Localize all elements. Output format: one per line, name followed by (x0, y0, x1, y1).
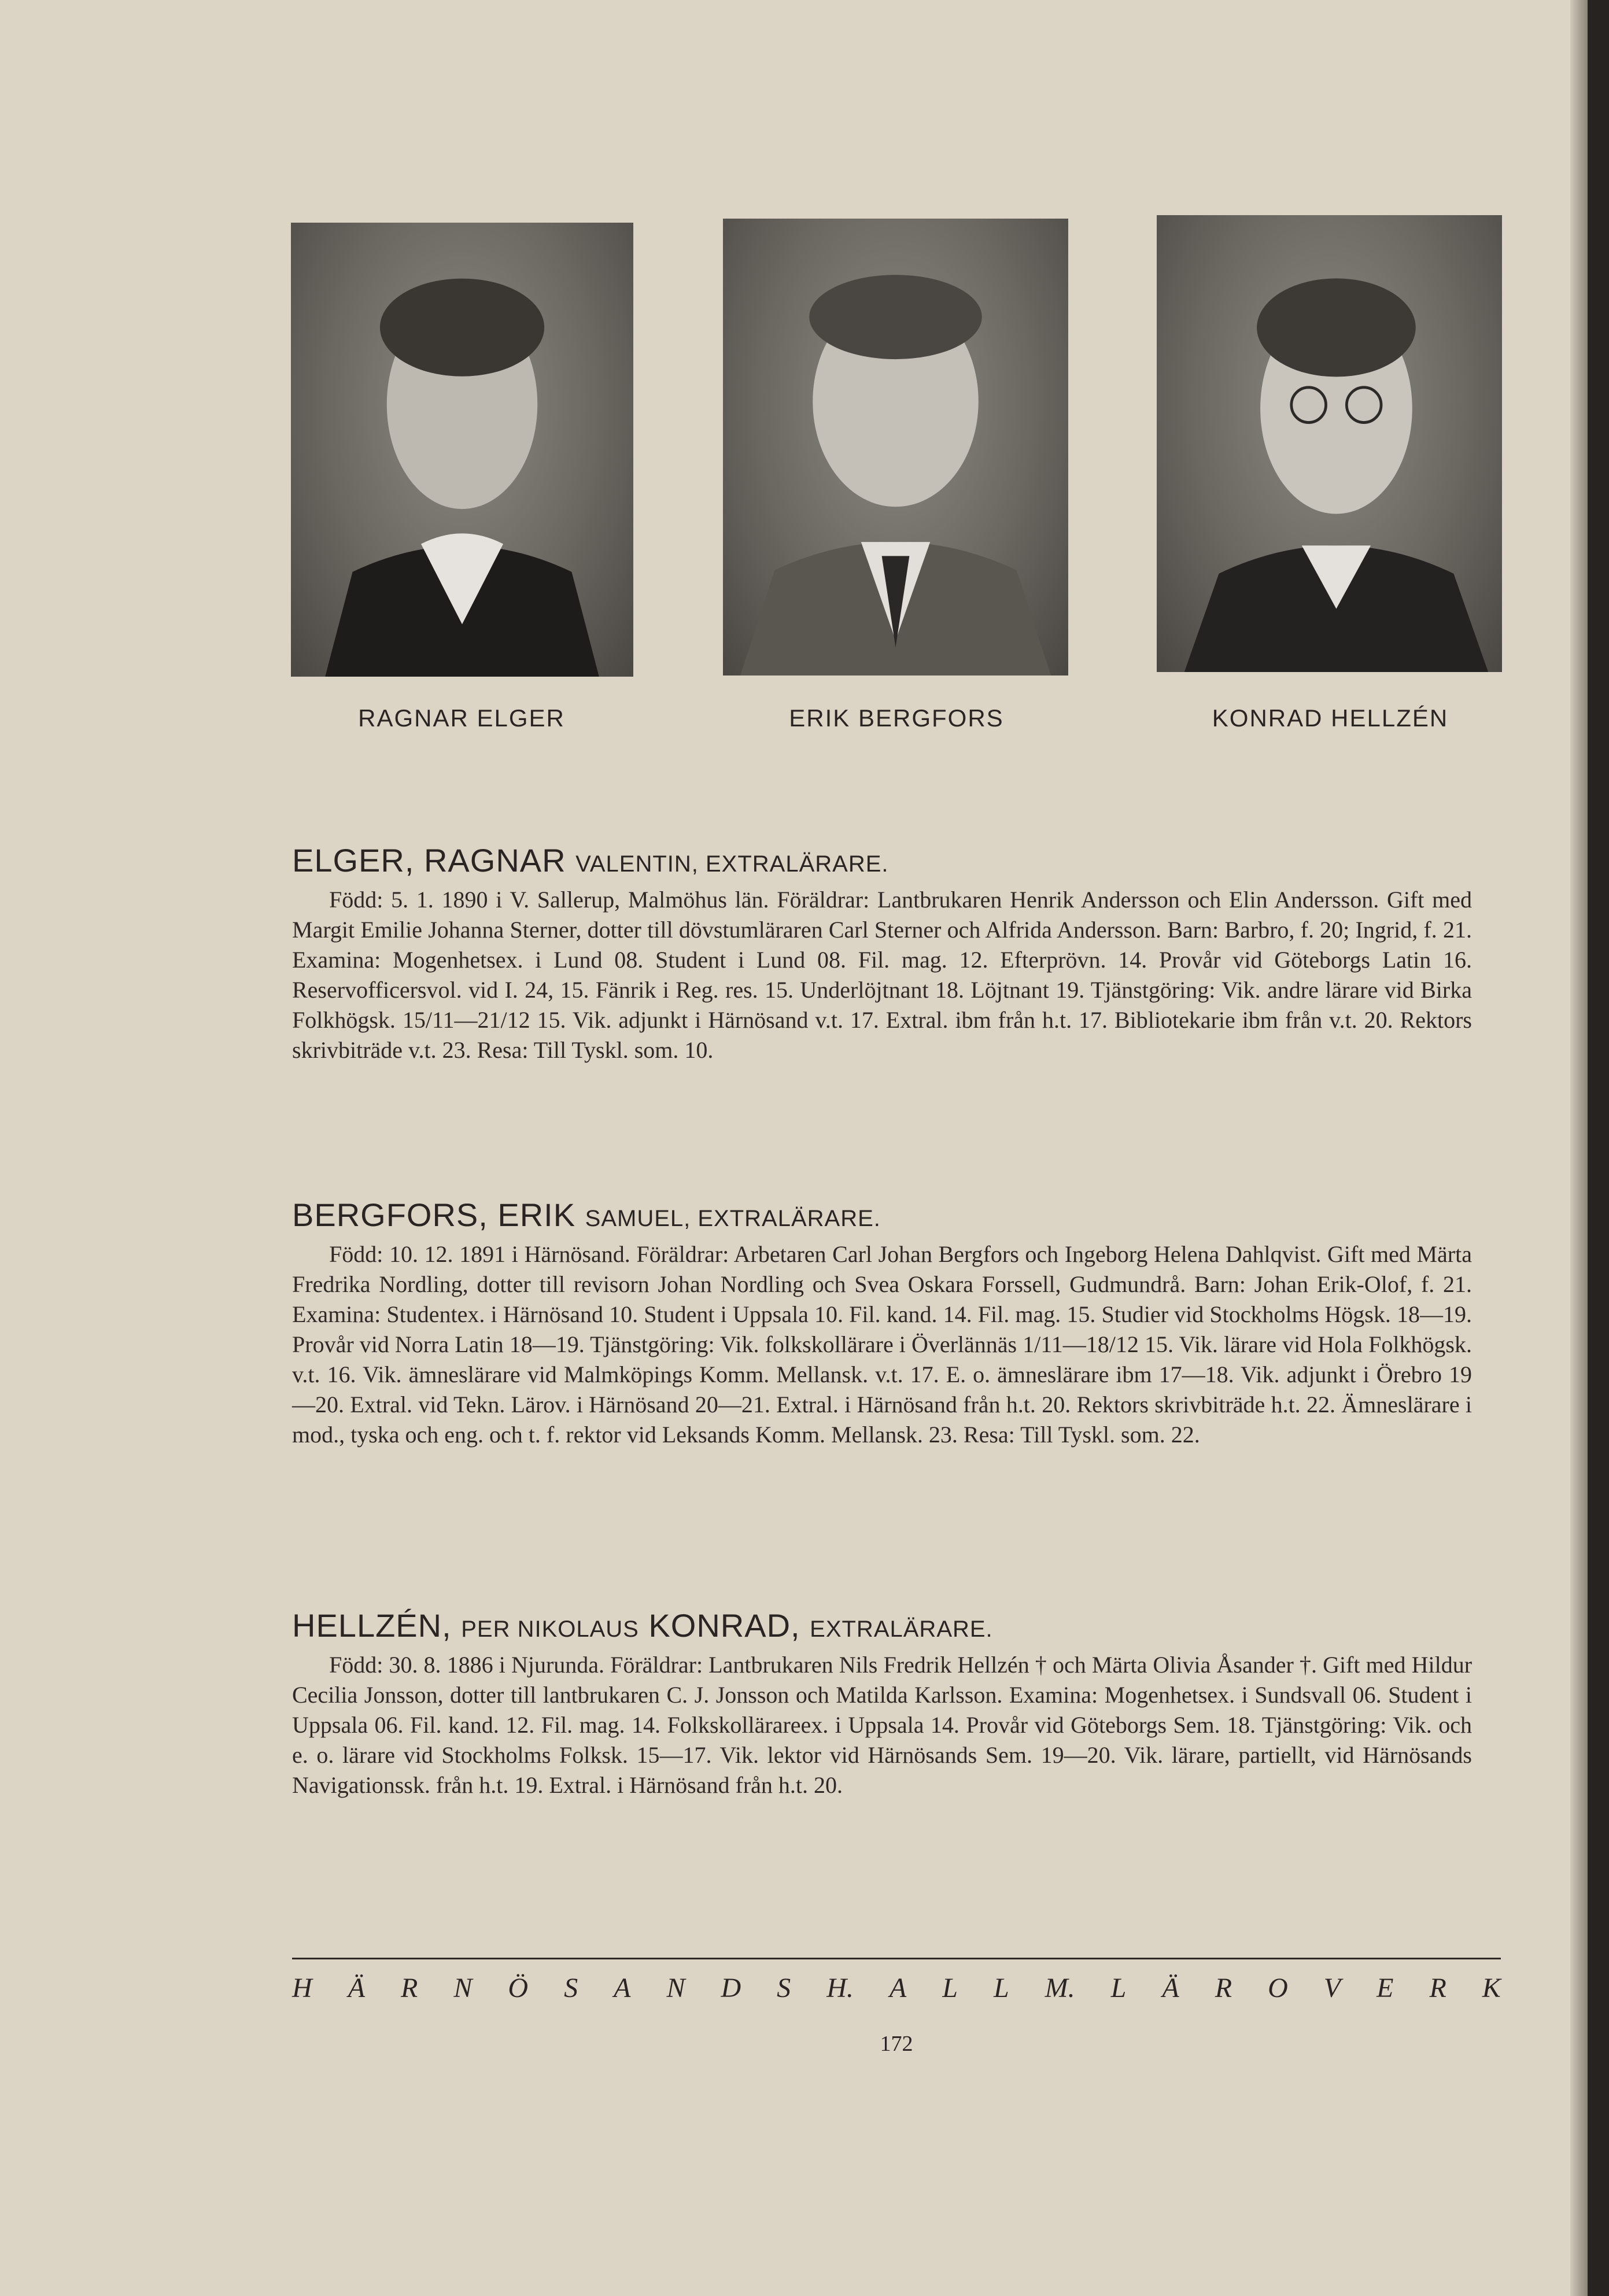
entry-line: Tjänstgöring: Vik. och e. o. lärare vid Stockholms Folksk. 15—17. Vik. lektor vid Härnösands Sem. 19—20. Vik. lärare, partiellt, vid Härnösands Navigationssk. från h.t. 19. Extral. i Härnösand från h.t. 20. (292, 1712, 1473, 1798)
entry-text (292, 885, 1472, 1065)
entry-line: Efterprövn. 14. Provår vid Göteborgs Latin 16. Reservofficersvol. vid I. 24, 15. Fänrik i Reg. res. 15. Underlöjtnant 18. Löjtnant 19. (292, 947, 1472, 1003)
footer-letter: Ä (348, 1973, 366, 2003)
entry-name-middle: PER NIKOLAUS (461, 1616, 639, 1642)
page-number: 172 (880, 2032, 913, 2056)
portrait-caption-bergfors: ERIK BERGFORS (789, 704, 1004, 732)
footer-letter: R (1429, 1973, 1446, 2003)
footer-letter: R (401, 1973, 418, 2003)
footer-letter: A (614, 1973, 631, 2003)
portrait-caption-elger: RAGNAR ELGER (358, 704, 565, 732)
footer-letter: H (292, 1973, 312, 2003)
footer-letter: N (453, 1973, 473, 2003)
biography-entry-elger (292, 841, 1472, 1065)
entry-name-rest: SAMUEL, EXTRALÄRARE. (585, 1206, 881, 1231)
footer-letter: A (889, 1973, 907, 2003)
portrait-photo-elger (291, 223, 633, 677)
footer-letter: L (942, 1973, 958, 2003)
entry-line: Resa: Till Tyskl. som. 22. (963, 1422, 1200, 1448)
entry-line: Född: 5. 1. 1890 i V. Sallerup, Malmöhus län. Föräldrar: Lantbrukaren Henrik Andersson och Elin Andersson. (329, 887, 1379, 913)
entry-line: Tjänstgöring: Vik. andre lärare vid Birka Folkhögsk. 15/11—21/12 15. Vik. adjunkt i Härnösand v.t. 17. Extral. ibm från h.t. 17. Bibliotekarie ibm från v.t. 20. Rektors skrivbiträde v.t. 23. (292, 977, 1472, 1063)
entry-name: ELGER, RAGNAR (292, 842, 566, 878)
entry-name-given: KONRAD, (648, 1607, 800, 1644)
footer-letter: E (1376, 1973, 1394, 2003)
entry-name: HELLZÉN, (292, 1607, 452, 1644)
footer-letter: O (1268, 1973, 1288, 2003)
footer-rule (292, 1958, 1501, 1959)
running-footer (292, 1972, 1501, 2004)
footer-letter: Ö (508, 1973, 529, 2003)
biography-entry-bergfors (292, 1196, 1472, 1450)
entry-line: Gift med Hildur Cecilia Jonsson, dotter till lantbrukaren C. J. Jonsson och Matilda Karlsson. (292, 1652, 1473, 1708)
footer-letter: R (1215, 1973, 1232, 2003)
footer-letter: M. (1045, 1973, 1075, 2003)
biography-entry-hellzen (292, 1607, 1472, 1800)
entry-name-rest: EXTRALÄRARE. (810, 1616, 993, 1642)
footer-letter: D (721, 1973, 741, 2003)
footer-letter: Ä (1162, 1973, 1179, 2003)
entry-line: Gift med Margit Emilie Johanna Sterner, dotter till dövstumläraren Carl Sterner och Alfrida Andersson. (292, 887, 1473, 943)
entry-line: Resa: Till Tyskl. som. 10. (477, 1037, 714, 1063)
entry-text (292, 1239, 1472, 1450)
entry-name: BERGFORS, ERIK (292, 1197, 576, 1233)
entry-line: Barn: Barbro, f. 20; Ingrid, f. 21. Examina: Mogenhetsex. i Lund 08. Student i Lund 08. Fil. mag. 12. (292, 917, 1472, 973)
entry-line: Född: 10. 12. 1891 i Härnösand. Föräldrar: Arbetaren Carl Johan Bergfors och Ingeborg Helena Dahlqvist. (329, 1241, 1322, 1267)
footer-letter: S (564, 1973, 578, 2003)
entry-heading (292, 1607, 1472, 1644)
entry-line: Gift med Märta Fredrika Nordling, dotter till revisorn Johan Nordling och Svea Oskara Forssell, Gudmundrå. (292, 1241, 1472, 1297)
portrait-photo-bergfors (723, 219, 1068, 675)
entry-heading (292, 1196, 1472, 1234)
footer-letter: S (777, 1973, 791, 2003)
entry-line: Född: 30. 8. 1886 i Njurunda. Föräldrar: Lantbrukaren Nils Fredrik Hellzén † och Märta Olivia Åsander †. (329, 1652, 1317, 1678)
footer-letter: H. (826, 1973, 854, 2003)
footer-letter: L (1110, 1973, 1127, 2003)
portrait-photo-hellzen (1157, 215, 1502, 672)
entry-text (292, 1650, 1472, 1800)
entry-line: Barn: Johan Erik-Olof, f. 21. Examina: Studentex. i Härnösand 10. Student i Uppsala 10. Fil. kand. 14. Fil. mag. 15. Studier vid Stockholms Högsk. 18—19. Provår vid Norra Latin 18—19. (292, 1271, 1473, 1357)
entry-line: Tjänstgöring: Vik. folkskollärare i Överlännäs 1/11—18/12 15. Vik. lärare vid Hola Folkhögsk. v.t. 16. Vik. ämneslärare vid Malmköpings Komm. Mellansk. v.t. 17. E. o. ämneslärare ibm 17—18. Vik. adjunkt i Örebro 19—20. Extral. vid Tekn. Lärov. i Härnösand 20—21. Extral. i Härnösand från h.t. 20. Rektors skrivbiträde h.t. 22. Ämneslärare i mod., tyska och eng. och t. f. rektor vid Leksands Komm. Mellansk. 23. (292, 1331, 1473, 1448)
entry-heading (292, 841, 1472, 879)
entry-name-rest: VALENTIN, EXTRALÄRARE. (575, 851, 889, 877)
footer-letter: V (1323, 1973, 1341, 2003)
footer-letter: N (666, 1973, 685, 2003)
entry-line: Examina: Mogenhetsex. i Sundsvall 06. Student i Uppsala 06. Fil. kand. 12. Fil. mag. 14. Folkskollärareex. i Uppsala 14. Provår vid Göteborgs Sem. 18. (292, 1682, 1472, 1738)
portrait-caption-hellzen: KONRAD HELLZÉN (1212, 704, 1449, 732)
footer-letter: K (1482, 1973, 1501, 2003)
footer-letter: L (993, 1973, 1009, 2003)
